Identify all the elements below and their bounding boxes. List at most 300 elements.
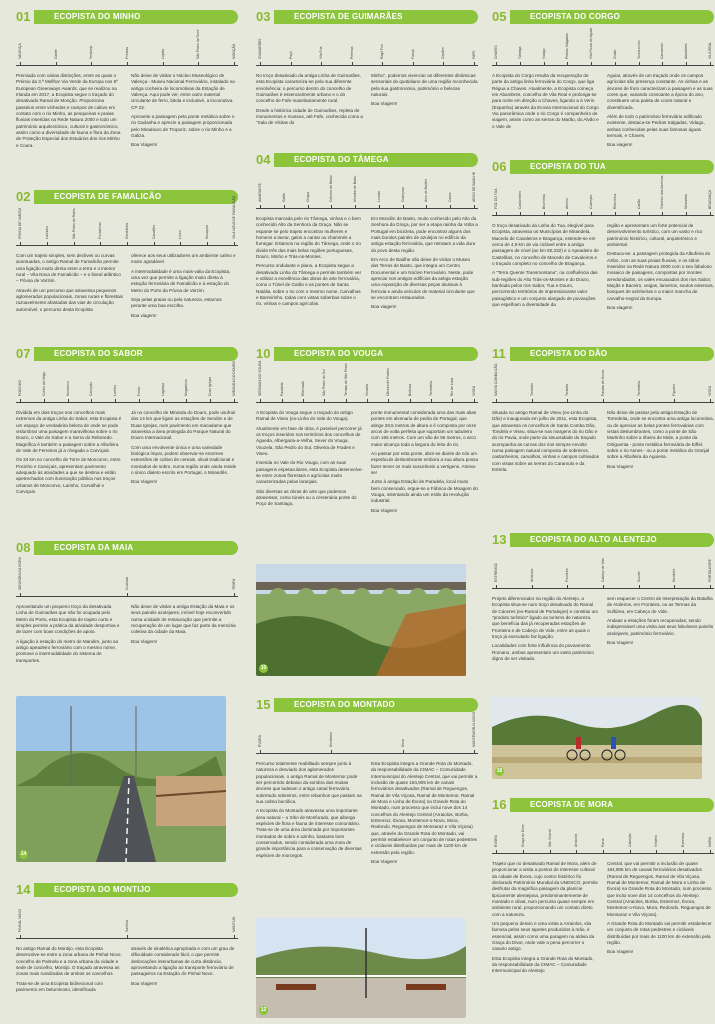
- route-stop-label: Moncorvo: [65, 381, 70, 396]
- card-06: [492, 157, 714, 343]
- card-number: 14: [16, 882, 31, 897]
- route-stop-label: FAFE: [471, 50, 476, 59]
- route-stop-tick: [615, 212, 616, 216]
- text-column: [131, 946, 238, 996]
- route-stop-label: Ribeiradio: [301, 380, 306, 396]
- route-stop-label: São Pedro do Sul: [322, 369, 327, 396]
- paragraph: A Grande Rota do Montado vai permitir estabelecer um conjunto de rotas pedestres e cicláveis distribuídas por mais de 1100 km de extensão pela região.: [607, 920, 712, 945]
- route-stop-label: VILA REAL: [707, 42, 712, 59]
- route-stop-label: VILA NOVA DE FAMALICÃO: [231, 195, 236, 239]
- route-stop-tick: [291, 62, 292, 66]
- route-stop-tick: [74, 242, 75, 246]
- paragraph: Boa viagem!: [607, 142, 633, 148]
- paragraph: A intermodalidade é uma mais-valia da Ecopista, uma vez que permite a ligação muito direta à estação ferroviária de Famalicão e à estação do Metro do Porto da Póvoa de Varzim.: [131, 268, 231, 293]
- route-stop-tick: [260, 399, 261, 403]
- card-14: [16, 880, 238, 1024]
- route-stop-label: Mouquim: [204, 225, 209, 239]
- paragraph: O troço desativado da Linha do Tua, elegível para Ecopista, atravessa os Municípios de Mirandela, Macedo de Cavaleiros e Bragança, estende-se em cerca de 4,9 km de via ciclável entre a antiga passagem de nível (ao km 80,332) e o Apeadeiro de Castelãos, no concelho de Macedo de Cavaleiros e o traçado completo no concelho de Bragança.: [492, 223, 599, 266]
- paragraph: Andaas a estações foram recuperadas, sendo indispensável uma visita aos seus fabulosos painéis azulejares, património ferroviário.: [607, 617, 714, 636]
- card-04: [256, 150, 478, 340]
- route-stop-tick: [284, 205, 285, 209]
- paragraph: Além de todo o património ferroviário edificado existente, destaca-se Pedras Salgadas, Vidago, ambas conhecidas pelas suas famosas águas termais, e Chaves.: [607, 113, 705, 138]
- route-stop-label: SENHORA DA HORA: [18, 557, 23, 590]
- route-stop-label: Celorico de Basto: [329, 175, 334, 202]
- card-number: 15: [256, 697, 271, 712]
- route-stop-label: Graça do Divor: [521, 824, 526, 847]
- photo-benches: [256, 918, 466, 1018]
- text-column: [16, 253, 123, 322]
- route-stop-tick: [198, 62, 199, 66]
- route-stop-label: Mondim de Basto: [353, 175, 358, 202]
- paragraph: Já no concelho de Miranda do Douro, pode usufruir dos 14 km que ligam as estações de Sendim e de Duas Igrejas, num pavimento em macadame que atravessa a área protegida do Parque Natural do Douro Internacional.: [131, 410, 236, 441]
- route-stop-label: GUIMARÃES: [258, 38, 263, 59]
- route-stop-tick: [567, 212, 568, 216]
- paragraph: Percurso totalmente reabilitado sempre junto à natureza e desviado dos aglomerados populacionais, o antigo Ramal de Montemor pode ser percorrido debaixo da sombra das muitas árvores que ladeiam o antigo canal ferroviário, sobretudo sobreiros, entre rebanhos que pastam na sua calma bucólica.: [256, 761, 362, 804]
- route-stop-tick: [234, 935, 235, 939]
- route-stop-label: PORTALEGRE: [707, 559, 712, 582]
- paragraph: Boa Viagem!: [607, 463, 634, 469]
- route-diagram: [492, 554, 714, 594]
- paragraph: Projeto diferenciador na região do Alentejo, a Ecopista situa-se num troço desativado do Ramal de Cáceres (ex-Ramal de Portalegre) e constitui um "produto turístico" ligado ao turismo de natureza, que beneficia das já recuperadas estações de Fronteira e de Cabeço de Vide, entre as quais o troço já executado faz ligação.: [492, 596, 598, 639]
- card-body: [256, 410, 478, 517]
- route-stop-tick: [639, 62, 640, 66]
- route-stop-label: Oliveira de Frades: [386, 368, 391, 396]
- route-diagram: [256, 360, 478, 408]
- route-stop-tick: [550, 850, 551, 854]
- route-stop-tick: [686, 212, 687, 216]
- paragraph: Boa viagem!: [131, 312, 157, 318]
- route-stop-label: Ribeirinha: [612, 193, 617, 209]
- photo-stone-bridge: [256, 564, 466, 676]
- route-stop-label: Arco de Baúlhe: [424, 178, 429, 202]
- paragraph: Os 34 km no concelho de Torre de Moncorvo, entre Pocinho e Carviçais, apresentam pavimento adequado às atividades a que se destina e estão apetrechados com iluminação pública nos troços urbanos de Moncorvo, Larinho, Carvalhal e Carviçais.: [16, 457, 121, 494]
- card-03: [256, 7, 478, 147]
- card-08: [16, 538, 238, 688]
- paragraph: Dividida em dois troços nos concelhos mais extremos da antiga Linha do Sabor, esta Ecopista é um espaço de verdadeira beleza de onde se pode vislumbrar uma paisagem maravilhosa sobre o rio Douro, o Vale do Sabor e a Serra do Reboredo. Magnífica é também a paisagem sobre a Albufeira de Vale de Ferreiros já a chegada a Carviçais.: [16, 410, 122, 453]
- bridge-image: [256, 564, 466, 676]
- text-column: [256, 216, 363, 314]
- route-stop-tick: [662, 212, 663, 216]
- route-stop-tick: [532, 585, 533, 589]
- route-stop-label: Cabeção: [627, 833, 632, 847]
- card-body: [16, 604, 238, 667]
- route-stop-label: Cortes da Veiga: [42, 371, 47, 396]
- route-stop-label: São Vicente: [547, 828, 552, 847]
- paragraph: Situada no antigo Ramal de Viseu (ex-Linha do Dão) e inaugurada em julho de 2011, esta Ecopista, que atravessa os concelhos de Santa Comba Dão, Tondela e Viseu, situa-se nas margens do rio Dão e do rio Pavia, onde parte da sinuosidade do traçado acompanha as curvas dos rios sempre envolto numa paisagem natural composta de sobreiros, castanheiros, carvalhos, vinhas e campos cultivados com vistas sobre as serras do Caramulo e da Estrela.: [492, 410, 599, 472]
- paragraph: No troço desativado da antiga Linha de Guimarães, esta Ecopista caracteriza-se pela sua diferente envolvência: o percurso dentro do concelho de Guimarães é essencialmente urbano e o do concelho de Fafe maioritariamente rural.: [256, 73, 361, 104]
- card-header: [16, 880, 238, 900]
- text-column: [607, 596, 714, 665]
- text-column: [131, 253, 238, 322]
- paragraph: Percurso ondulante e plano, a Ecopista segue a desativada Linha do Tâmega e permite também ver e utilizar a excelência das obras de arte ferroviária, como o Túnel de Gatão e as pontes de Santa Natália, sobre o rio com o mesmo nome, Carvalhas e Barreirinho, todas com vistas soberbas sobre o rio, vinhas e campos agrícolas.: [256, 263, 362, 307]
- route-stop-label: VALENÇA: [18, 43, 23, 59]
- paragraph: Boa Viagem!: [607, 949, 634, 955]
- card-header: [16, 7, 238, 27]
- route-stop-label: Vimieiro: [654, 834, 659, 847]
- card-title: ECOPISTA DO CORGO: [510, 10, 714, 24]
- route-stop-tick: [520, 62, 521, 66]
- card-16: [492, 795, 714, 1024]
- card-title: ECOPISTA DE MORA: [510, 798, 714, 812]
- route-stop-label: Arraiolos: [574, 833, 579, 847]
- card-body: [16, 253, 238, 322]
- photo-number: 14: [20, 851, 27, 857]
- route-stop-tick: [426, 205, 427, 209]
- paragraph: Atualmente em fase de obra, é possível percorrer já os troços inseridos nos territórios dos concelhos de Águeda, Albergaria-a-Velha, Sever do Vouga, Vouzela, São Pedro do Sul, Oliveira de Frades e Viseu.: [256, 425, 362, 456]
- card-body: [256, 216, 478, 314]
- route-stop-label: Friestas: [125, 46, 129, 59]
- route-stop-tick: [91, 62, 92, 66]
- photo-number: 10: [260, 665, 267, 671]
- route-diagram: [256, 174, 478, 214]
- card-title: ECOPISTA DO TUA: [510, 160, 714, 174]
- route-diagram: [16, 31, 238, 71]
- route-stop-label: ÉVORA: [494, 835, 499, 847]
- route-stop-label: Mirandela: [683, 194, 688, 209]
- card-body: [492, 73, 714, 152]
- route-stop-label: Abreiro: [565, 198, 570, 209]
- route-diagram: [492, 27, 714, 71]
- card-number: 06: [492, 159, 507, 174]
- text-column: [16, 410, 123, 498]
- route-stop-label: Rio de Loba: [450, 377, 455, 396]
- route-line: [256, 208, 478, 209]
- route-stop-label: Regô Frio: [380, 44, 385, 59]
- card-title: ECOPISTA DO MONTIJO: [34, 883, 238, 897]
- text-column: [492, 223, 599, 314]
- route-stop-tick: [496, 399, 497, 403]
- route-stop-tick: [260, 205, 261, 209]
- text-column: [131, 410, 238, 498]
- route-stop-label: ESTREMOZ: [494, 563, 499, 582]
- route-stop-tick: [127, 935, 128, 939]
- text-column: [131, 604, 238, 667]
- paragraph: Com um trajeto simples, sem declives ou curvas acentuadas, o antigo Ramal de Famalicão permite uma ligação muito direta entre a terra e o interior rural – Vila Nova de Famalicão – e o litoral atlântico – Póvoa de Varzim.: [16, 253, 121, 284]
- paragraph: oferece aos seus utilizadores um ambiente calmo e muito agradável.: [131, 253, 236, 265]
- route-stop-label: MONTEMOR-O-NOVO: [471, 711, 476, 747]
- card-body: [492, 223, 714, 314]
- route-stop-tick: [710, 399, 711, 403]
- paragraph: A Ecopista do Corgo resulta da recuperação de parte da antiga linha ferroviária do Corgo, que liga Régua a Chaves. Atualmente, a Ecopista começa em Abambres, concelho de Vila Real e prolonga-se para norte em direção a Chaves, ligando a à Verin (Espanha) através da Ecovia Internacional do Corgo Via panorâmica onde o rio Corgo é companheiro de viagem, assim como as serras do Marão, do Alvão e o Vale de: [492, 73, 599, 129]
- route-stop-tick: [234, 593, 235, 597]
- card-header: [492, 344, 714, 364]
- route-stop-tick: [410, 399, 411, 403]
- route-stop-tick: [154, 242, 155, 246]
- route-stop-tick: [100, 242, 101, 246]
- route-stop-tick: [207, 242, 208, 246]
- route-stop-tick: [710, 62, 711, 66]
- route-stop-tick: [603, 850, 604, 854]
- route-stop-label: Vila Pouca de Aguiar: [589, 27, 594, 59]
- card-body: [256, 761, 478, 868]
- route-stop-label: Carviçais: [89, 382, 94, 396]
- route-stop-tick: [127, 593, 128, 597]
- route-stop-label: SERNADA DO VOUGA: [258, 360, 263, 396]
- route-stop-label: Figueiró: [672, 383, 677, 396]
- route-stop-tick: [413, 62, 414, 66]
- paragraph: Boa Viagem!: [131, 142, 158, 148]
- route-stop-tick: [674, 585, 675, 589]
- route-stop-tick: [331, 205, 332, 209]
- paragraph: No antigo Ramal do Montijo, esta Ecopista desenvolve-se entre a zona urbana de Pinhal Novo, concelho de Palmela e a zona urbana da cidade e sede de concelho, Montijo. O traçado atravessa as zonas mais ruralizadas de ambos os concelhos.: [16, 946, 122, 977]
- route-stop-label: Treixedo: [529, 382, 534, 396]
- route-stop-tick: [639, 585, 640, 589]
- route-stop-tick: [674, 399, 675, 403]
- route-stop-tick: [532, 399, 533, 403]
- card-number: 08: [16, 540, 31, 555]
- card-header: [256, 150, 478, 170]
- paragraph: Ecopista marcada pelo rio Tâmega, vinhas e o bem conhecido Alto da Senhora da Graça. Não se espante se pelo trajeto encontrar mulheres e homens a lavrar, galos a cantar ou chaminés a fumegar. Estamos na região do Tâmega, onde o rio divide três das mais belas regiões portuguesas, Douro, Minho e Trás-os-Montes.: [256, 216, 361, 259]
- route-stop-label: MONTIJO: [231, 916, 236, 932]
- route-stop-label: Fareja: [410, 49, 415, 59]
- route-stop-tick: [639, 212, 640, 216]
- card-title: ECOPISTA DO VOUGA: [274, 347, 478, 361]
- paragraph: Em Arco de Baúlhe não deixe de visitar o Museu das Terras de Basto, que integra um Centro Documental e um Núcleo Ferroviário. Neste, pode apreciar nos antigos edifícios da antiga estação uma exposição de diversas peças alusivas à ferrovia e ainda veículos de material circulante que se encontram restaurados.: [371, 256, 475, 300]
- card-header: [256, 344, 478, 364]
- route-stop-tick: [523, 850, 524, 854]
- paragraph: Aguiar, através de um traçado onde os campos agrícolas são presença constante. As vinhas e as árvores de fruto caracterizam a paisagem e as suas cores que, variando consoante a época do ano, constituem uma paleta de cores natural e diversificada.: [607, 73, 713, 110]
- card-header: [492, 7, 714, 27]
- route-stop-tick: [496, 212, 497, 216]
- card-body: [492, 596, 714, 665]
- route-stop-tick: [210, 399, 211, 403]
- route-stop-tick: [388, 399, 389, 403]
- route-stop-tick: [20, 593, 21, 597]
- route-stop-label: SANTA COMBA DÃO: [494, 363, 499, 396]
- route-stop-tick: [163, 62, 164, 66]
- route-diagram: [492, 175, 714, 221]
- paragraph: Esta Ecopista integra a Grande Rota do Montado, da responsabilidade da CIMAC – Comunidade Intermunicipal do Alentejo: [492, 955, 594, 974]
- paragraph: através de sinalética apropriada e com um grau de dificuldade considerado fácil, o que permite deslocações interurbanas de curta distância, aproveitando a ligação ao transporte ferroviário de passageiros na Estação do Pinhal Novo.: [131, 946, 235, 977]
- route-stop-tick: [710, 850, 711, 854]
- route-stop-tick: [591, 212, 592, 216]
- cycle-path-image: [16, 696, 226, 862]
- route-stop-tick: [321, 62, 322, 66]
- route-diagram: [256, 711, 478, 759]
- card-body: [492, 410, 714, 476]
- card-05: [492, 7, 714, 153]
- photo-cyclists: [492, 697, 702, 779]
- route-stop-label: Bodiosa: [407, 383, 412, 396]
- route-stop-label: Paçô: [288, 51, 293, 59]
- paragraph: São diversas as obras de arte que podemos atravessar, como túneis ou a centenária ponte do Poço de Santiago,: [256, 488, 357, 507]
- route-stop-tick: [44, 399, 45, 403]
- card-body: [16, 410, 238, 498]
- route-stop-label: Carrazedo: [660, 43, 665, 59]
- paragraph: Boa Viagem!: [131, 638, 158, 644]
- route-stop-label: ÉVORA: [258, 735, 263, 747]
- paragraph: Aproveitando um pequeno troço da desativada Linha de Guimarães que não foi ocupada pelo Metro do Porto, esta Ecopista de trajeto curto e simples permite a prática da atividade desportiva e de lazer com boas condições de apoio.: [16, 604, 120, 635]
- card-number: 11: [492, 346, 506, 361]
- paragraph: Boa viagem!: [607, 304, 633, 310]
- paragraph: A "Terra Quente Transmontana", na confluência das sub-regiões do Alto Trás-os-Montes e do Douro, banhada pelos rios Sabor, Tua e Douro, percorrendo territórios de impressionante valor paisagístico e um conjunto alargado de povoações que espelham a diversidade da: [492, 270, 598, 307]
- paragraph: Não deixe de visitar o Núcleo Museológico de Valença - Museu Nacional Ferroviário, instalado na antiga cocheira de locomotivas da Estação de Valença. Aqui pode ver, entre outro material circulante de ferro, bitola e inclusivé, a locomotiva CP 23.: [131, 73, 235, 110]
- route-stop-label: Lapela: [160, 48, 165, 59]
- card-number: 01: [16, 9, 31, 24]
- route-stop-tick: [20, 62, 21, 66]
- paragraph: Inserida no Vale do Rio Vouga, com as suas paisagens espetaculares, esta Ecopista desenvolve-se entre zonas florestais e agrícolas muito caracterizadas pelas laranjais.: [256, 460, 363, 485]
- paragraph: Trajeto que no desativado Ramal de Mora, além de proporcionar a visita a pontos de interesse cultural da cidade de Évora, cujo centro histórico foi declarado Património Mundial da UNESCO, permite desfrutar da magnífica paisagem da planície tipicamente alentejana, predominantemente de montado e olival, num percurso quase sempre em ambiente rural, proporcionando um contato direto com a natureza.: [492, 861, 598, 917]
- text-column: [492, 596, 599, 665]
- route-stop-label: Montemor: [329, 731, 334, 747]
- benches-image: [256, 918, 466, 1018]
- route-stop-label: Parada de Gonta: [601, 370, 605, 396]
- card-number: 04: [256, 152, 271, 167]
- cyclists-image: [492, 697, 702, 779]
- card-title: ECOPISTA DA MAIA: [34, 541, 238, 555]
- route-stop-tick: [47, 242, 48, 246]
- text-column: [492, 410, 599, 476]
- text-column: [607, 410, 714, 476]
- route-stop-label: Codeçoso: [400, 186, 405, 202]
- card-11: [492, 344, 714, 524]
- route-diagram: [492, 819, 714, 859]
- paragraph: Não deixe de visitar a antiga Estação da Maia e os seus painéis azulejares, imóvel hoje reconvertido numa unidade de restauração que permite a recuperação de um lugar que faz parte da memória coletiva da cidade da Maia.: [131, 604, 236, 635]
- paragraph: Boa Viagem!: [371, 507, 398, 513]
- route-stop-tick: [382, 62, 383, 66]
- paragraph: Central, que vai permitir a inclusão de quase 184,805 km de canais ferroviários desativados (Ramal de Reguengos, Ramal de Vila Viçosa, Ramal de Montemor, Ramal de Mora e Linha de Évora) na Grande Rota do Montado, num processo que inclui nove dos 14 concelhos do Alentejo Central (Arraiolos, Borba, Estremoz, Évora, Montemor-o-Novo, Mora, Redondo, Reguengos de Monsaraz e Vila Viçosa).: [607, 861, 712, 917]
- route-stop-tick: [567, 62, 568, 66]
- route-stop-tick: [686, 62, 687, 66]
- text-column: [371, 73, 478, 130]
- paragraph: Boa Viagem!: [371, 101, 398, 107]
- route-stop-tick: [496, 850, 497, 854]
- route-stop-label: Vouzela: [365, 383, 369, 396]
- route-stop-label: VISEU: [471, 385, 476, 396]
- card-02: [16, 187, 238, 337]
- card-10: [256, 344, 478, 556]
- paragraph: A ligação à estação do metro de Mandim, junto ao antigo apeadeiro ferroviário com o mesmo nome, promove a intermodalidade do sistema de transportes.: [16, 638, 119, 663]
- route-stop-label: Pedras Salgadas: [565, 33, 570, 59]
- card-13: [492, 530, 714, 690]
- route-stop-label: Pereiras: [349, 46, 354, 59]
- route-stop-tick: [234, 62, 235, 66]
- text-column: [371, 216, 478, 314]
- card-body: [492, 861, 714, 978]
- route-stop-tick: [603, 585, 604, 589]
- route-stop-label: Zimão: [612, 49, 617, 59]
- text-column: [607, 73, 714, 152]
- paragraph: Boa Viagem!: [131, 479, 158, 485]
- route-stop-label: VISEU: [707, 385, 712, 396]
- route-stop-tick: [20, 242, 21, 246]
- route-stop-label: Tâmega: [518, 46, 523, 59]
- card-title: ECOPISTA DO TÂMEGA: [274, 153, 478, 167]
- route-stop-tick: [452, 399, 453, 403]
- route-stop-tick: [603, 399, 604, 403]
- route-stop-label: Termas de São Pedro: [343, 363, 348, 396]
- route-stop-label: Sarilhos: [125, 919, 129, 932]
- route-stop-label: Sousel: [636, 571, 641, 582]
- paragraph: Localidades com forte influência do povoamento Romano, ambas apresentam um vasto património digno de ser visitado.: [492, 643, 594, 661]
- route-stop-tick: [710, 585, 711, 589]
- card-title: ECOPISTA DE FAMALICÃO: [34, 190, 238, 204]
- paragraph: Boa Viagem!: [131, 980, 158, 986]
- route-stop-tick: [163, 399, 164, 403]
- route-diagram: [256, 31, 478, 71]
- route-stop-label: Laúndos: [45, 225, 50, 239]
- route-stop-label: São Pedro da Torre: [196, 29, 201, 59]
- paragraph: Seja pelas praias ou pela natureza, estamos perante uma boa escolha.: [131, 296, 222, 309]
- route-stop-label: Vila Fria: [319, 46, 324, 59]
- card-number: 02: [16, 189, 31, 204]
- route-stop-label: Cepães: [441, 47, 446, 59]
- card-01: [16, 7, 238, 185]
- route-stop-tick: [662, 62, 663, 66]
- text-column: [131, 73, 238, 152]
- text-column: [256, 410, 363, 517]
- route-stop-label: Carlão: [636, 199, 641, 209]
- card-header: [492, 157, 714, 177]
- card-title: ECOPISTA DO MONTADO: [274, 698, 478, 712]
- route-stop-tick: [639, 399, 640, 403]
- route-stop-label: Fontainhas: [98, 222, 103, 239]
- route-line: [492, 215, 714, 216]
- route-stop-tick: [234, 399, 235, 403]
- route-stop-label: FOZ DO TUA: [494, 188, 499, 209]
- paragraph: A Ecopista do Montado atravessa uma importante área natural – o Sítio de Monfurado, que alberga espécies de flora e fauna de interesse comunitário. Trata-se de uma área dominada por importantes montados de sobro e azinho, bastante bem conservados, sendo considerada uma zona de grande importância para a conservação de diversas espécies de morcegos.: [256, 808, 362, 858]
- text-column: [371, 761, 478, 868]
- route-stop-tick: [355, 205, 356, 209]
- route-stop-label: Lagoaça: [160, 382, 165, 396]
- route-stop-tick: [520, 212, 521, 216]
- route-stop-label: Castanheiro: [518, 190, 523, 209]
- route-stop-tick: [282, 399, 283, 403]
- route-stop-label: São Pedro de Rates: [71, 208, 76, 239]
- route-stop-label: Vidago: [541, 48, 546, 59]
- route-stop-label: ARCO DE BAÚLHE: [471, 172, 476, 202]
- route-stop-label: Mogadouro: [184, 378, 189, 396]
- route-stop-tick: [496, 585, 497, 589]
- text-column: [492, 861, 599, 978]
- route-stop-tick: [567, 399, 568, 403]
- route-stop-label: Estremoz: [680, 832, 685, 847]
- text-column: [607, 861, 714, 978]
- route-stop-tick: [127, 242, 128, 246]
- card-body: [256, 73, 478, 130]
- route-stop-tick: [683, 850, 684, 854]
- route-stop-tick: [443, 62, 444, 66]
- paragraph: sem esquecer o Centro de Interpretação da Batalha de Atoleiros, em Fronteira, ou as Termas da Sulfúrea, em Cabeço de Vide.: [607, 596, 713, 614]
- route-stop-tick: [403, 205, 404, 209]
- route-stop-label: PINHAL NOVO: [18, 908, 23, 932]
- text-column: [371, 410, 478, 517]
- route-stop-label: Gondifelos: [125, 222, 129, 239]
- route-stop-tick: [127, 62, 128, 66]
- paragraph: Boa Viagem!: [607, 639, 634, 645]
- route-stop-label: Torredeita: [428, 380, 433, 396]
- card-number: 07: [16, 346, 31, 361]
- route-stop-label: POCINHO: [18, 380, 23, 396]
- route-stop-label: Freixo: [136, 386, 141, 396]
- route-diagram: [16, 557, 238, 602]
- route-stop-label: TROFA: [231, 578, 236, 590]
- route-stop-tick: [474, 62, 475, 66]
- paragraph: Boa Viagem!: [371, 858, 398, 864]
- route-stop-tick: [656, 850, 657, 854]
- route-stop-tick: [431, 399, 432, 403]
- route-stop-label: Codeçais: [589, 194, 594, 209]
- card-body: [16, 946, 238, 996]
- route-stop-label: Custóias: [125, 576, 129, 590]
- route-stop-label: Cavalões: [151, 224, 156, 239]
- card-body: [16, 73, 238, 152]
- paragraph: Esta Ecopista integra a Grande Rota do Montado, da responsabilidade da CIMAC – Comunidade Intermunicipal do Alentejo Central, que vai permitir a inclusão de quase 184,805 km de canais ferroviários desativados (Ramal de Reguengos, Ramal de Vila Viçosa, Ramal de Montemor, Ramal de Mora e Linha de Évora) na Grande Rota do Montado, num processo que inclui nove dos 14 concelhos do Alentejo Central (Arraiolos, Borba, Estremoz, Évora, Montemor-o-Novo, Mora, Redondo, Reguengos de Monsaraz e Vila Viçosa) que, através da Grande Rota do Montado, vai permitir estabelecer um conjunto de rotas pedestres e cicláveis distribuídas por mais de 1100 km de extensão pela região.: [371, 761, 478, 855]
- route-stop-tick: [260, 62, 261, 66]
- route-stop-tick: [180, 242, 181, 246]
- route-stop-tick: [234, 242, 235, 246]
- text-column: [16, 604, 123, 667]
